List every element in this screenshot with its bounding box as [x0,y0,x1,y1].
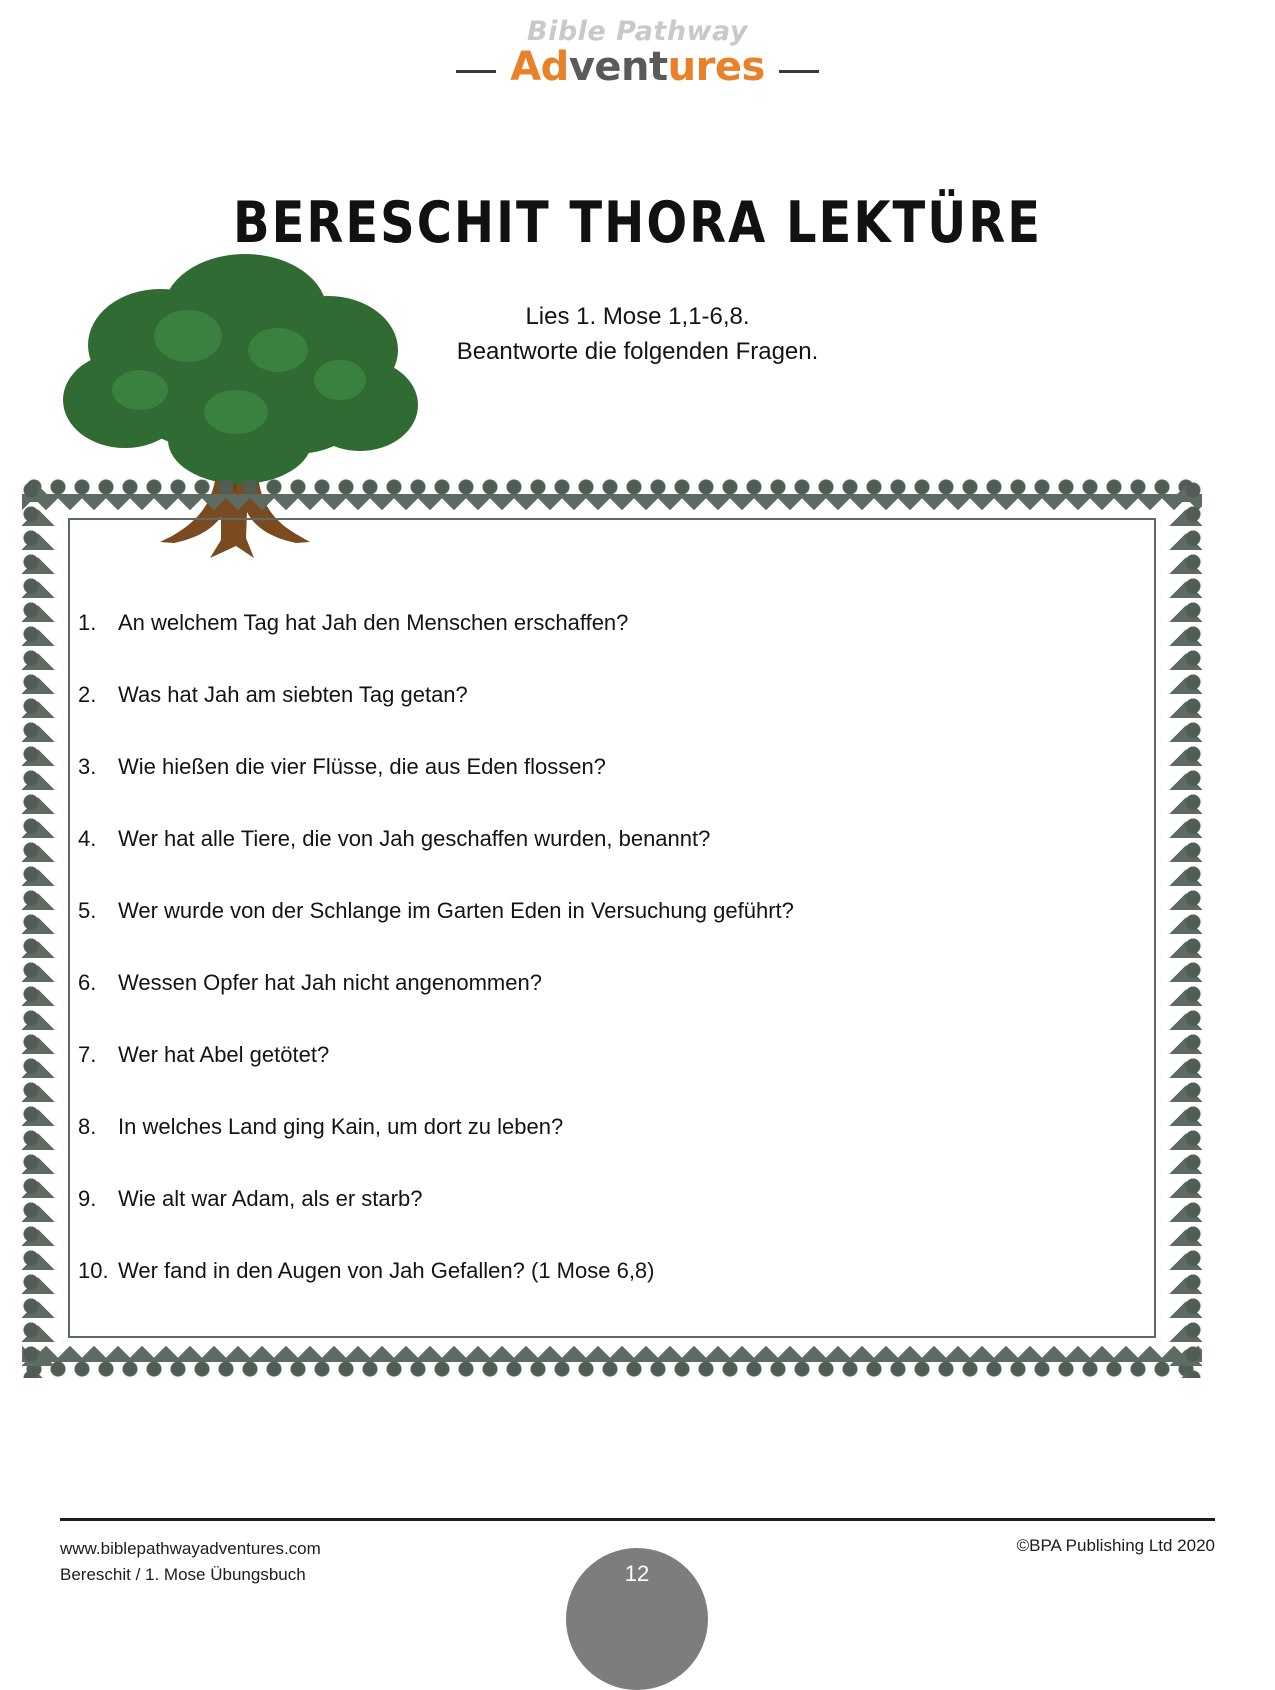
question-text: Wer fand in den Augen von Jah Gefallen? (1 Mose 6,8) [118,1258,655,1283]
question-text: Wie alt war Adam, als er starb? [118,1186,423,1211]
question-text: Wer hat Abel getötet? [118,1042,330,1067]
instructions-line-1: Lies 1. Mose 1,1-6,8. [525,303,750,330]
question-number: 7. [78,1042,97,1067]
question-number: 8. [78,1114,97,1139]
footer-copyright: ©BPA Publishing Ltd 2020 [1016,1536,1215,1555]
question-text: Wessen Opfer hat Jah nicht angenommen? [118,970,542,995]
question-number: 6. [78,970,97,995]
question-number: 4. [78,826,97,851]
question-number: 3. [78,754,97,779]
logo-dash-left-icon [456,70,496,73]
question-row [78,1258,1138,1286]
footer-divider [60,1518,1215,1521]
instructions-line-2: Beantworte die folgenden Fragen. [456,337,819,365]
question-row [78,754,1138,782]
footer-book-title: Bereschit / 1. Mose Übungsbuch [60,1565,306,1585]
tree-foliage-icon [63,254,418,484]
question-row [78,970,1138,998]
frame-band-top [22,478,1202,520]
question-row [78,1042,1138,1070]
page-number-badge: 12 [566,1548,708,1690]
question-text: Wie hießen die vier Flüsse, die aus Eden flossen? [118,754,606,779]
question-row [78,682,1138,710]
question-text: Was hat Jah am siebten Tag getan? [118,682,468,707]
logo-line-top: Bible Pathway [527,16,748,47]
question-number: 9. [78,1186,97,1211]
logo-part-2: vent [568,44,668,90]
question-number: 1. [78,610,97,635]
frame-band-bottom [22,1336,1202,1378]
question-text: Wer wurde von der Schlange im Garten Eden in Versuchung geführt? [118,898,794,923]
logo-dash-right-icon [779,70,819,73]
frame-band-right [1160,478,1202,1378]
question-number: 5. [78,898,97,923]
footer-left [60,1536,321,1589]
question-number: 2. [78,682,97,707]
logo-line-bottom [510,44,765,90]
question-text: An welchem Tag hat Jah den Menschen erschaffen? [118,610,629,635]
question-row [78,826,1138,854]
questions-list [78,610,1138,1330]
question-row [78,898,1138,926]
question-row [78,1186,1138,1214]
brand-logo [0,16,1275,90]
question-number: 10. [78,1258,109,1283]
question-row [78,610,1138,638]
question-text: Wer hat alle Tiere, die von Jah geschaffen wurden, benannt? [118,826,711,851]
logo-part-1: Ad [510,44,569,90]
footer-website[interactable]: www.biblepathwayadventures.com [60,1539,321,1558]
logo-line-bottom-row [0,44,1275,90]
logo-part-3: ures [667,44,765,90]
question-text: In welches Land ging Kain, um dort zu leben? [118,1114,564,1139]
frame-band-left [22,478,64,1378]
question-row [78,1114,1138,1142]
page-title: BERESCHIT THORA LEKTÜRE [233,190,1042,257]
